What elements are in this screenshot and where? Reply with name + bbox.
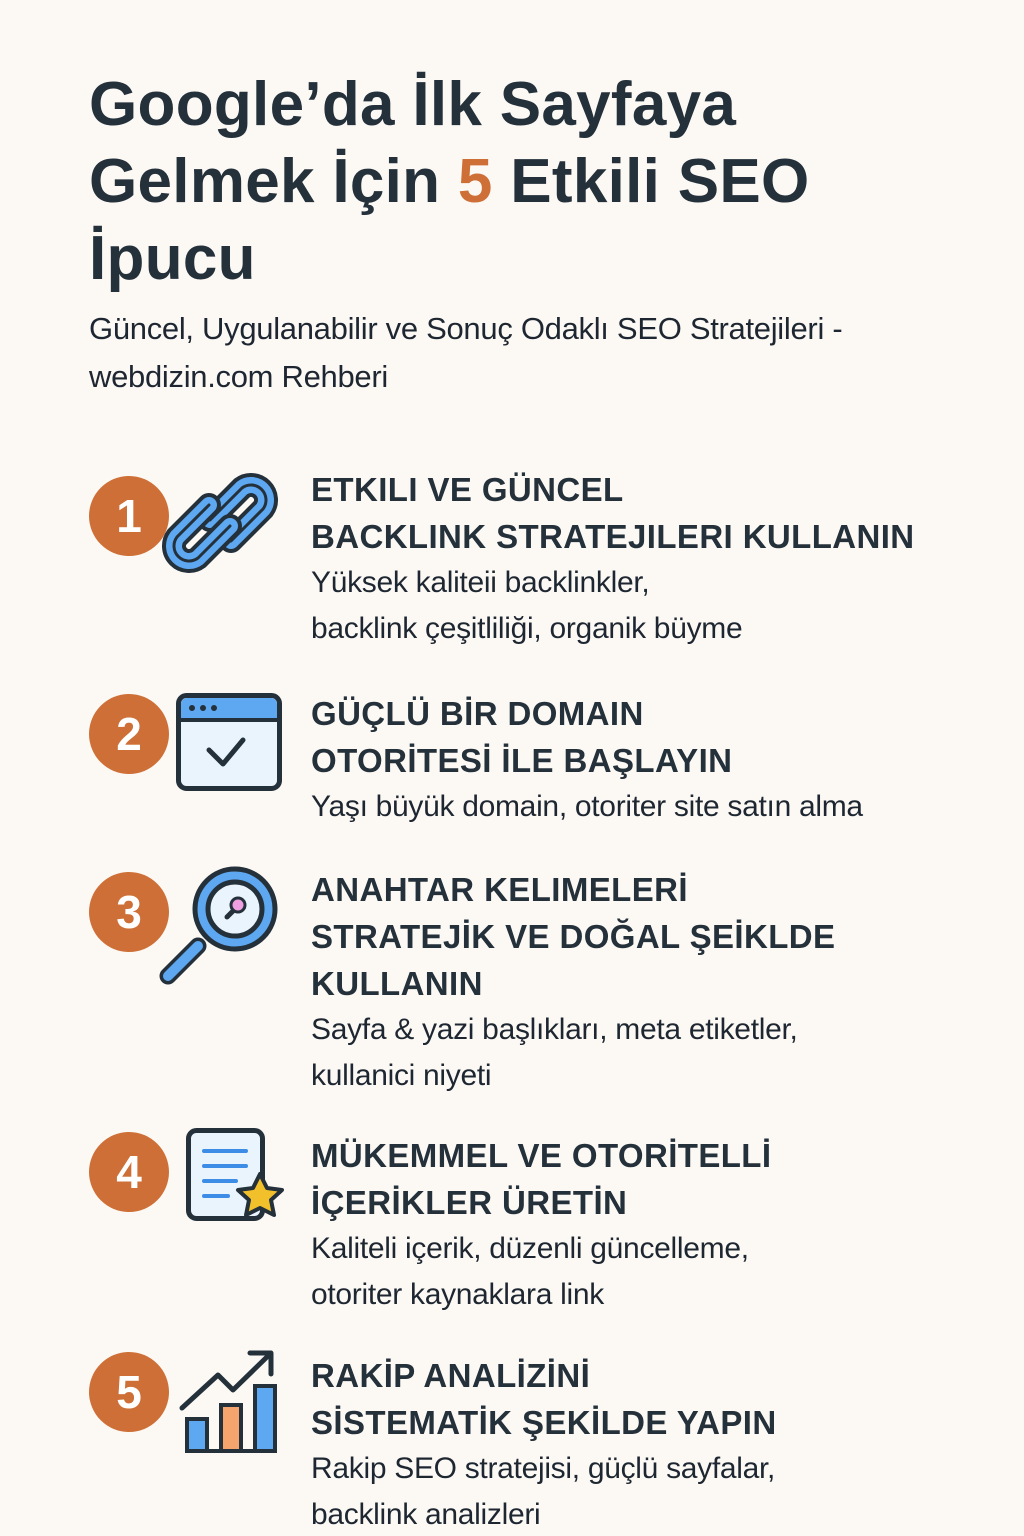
desc-line: Yaşı büyük domain, otoriter site satın alma	[311, 790, 863, 823]
browser-check-icon	[176, 693, 282, 796]
number-badge: 1	[89, 476, 169, 556]
desc-line: kullanici niyeti	[311, 1059, 492, 1092]
desc-line: Kaliteli içerik, düzenli güncelleme,	[311, 1232, 749, 1265]
tip-description	[311, 1446, 1001, 1536]
heading-line: MÜKEMMEL VE OTORİTELLİ	[311, 1137, 772, 1174]
heading-line: ETKILI VE GÜNCEL	[311, 471, 624, 508]
heading-line: GÜÇLÜ BİR DOMAIN	[311, 695, 644, 732]
desc-line: backlink analizleri	[311, 1498, 541, 1531]
heading-line: OTORİTESİ İLE BAŞLAYIN	[311, 742, 733, 779]
document-star-icon	[186, 1128, 290, 1229]
growth-chart-icon	[178, 1348, 278, 1463]
heading-line: KULLANIN	[311, 965, 483, 1002]
tip-text	[311, 690, 1001, 830]
tip-text	[311, 1132, 1001, 1318]
desc-line: Yüksek kaliteii backlinkler,	[311, 566, 650, 599]
tip-description	[311, 1007, 1001, 1099]
heading-line: RAKİP ANALİZİNİ	[311, 1357, 591, 1394]
title-text-end: Etkili SEO İpucu	[89, 147, 810, 293]
number-badge: 4	[89, 1132, 169, 1212]
heading-line: ANAHTAR KELIMELERİ	[311, 871, 688, 908]
title-text-start: Google’da İlk Sayfaya Gelmek İçin	[89, 70, 737, 216]
tip-text	[311, 466, 1001, 652]
title-number-highlight: 5	[457, 147, 493, 216]
page-title	[89, 66, 949, 297]
number-badge: 3	[89, 872, 169, 952]
tip-heading	[311, 690, 1001, 784]
tip-description	[311, 560, 1001, 652]
tip-heading	[311, 866, 1001, 1007]
number-badge: 5	[89, 1352, 169, 1432]
magnifier-icon	[158, 864, 282, 993]
desc-line: backlink çeşitliliği, organik büyme	[311, 612, 743, 645]
tip-text	[311, 1352, 1001, 1536]
tip-text	[311, 866, 1001, 1099]
tip-description	[311, 784, 1001, 830]
heading-line: STRATEJİK VE DOĞAL ŞEİKLDE	[311, 918, 836, 955]
page-subtitle: Güncel, Uygulanabilir ve Sonuç Odaklı SEO Stratejileri - webdizin.com Rehberi	[89, 311, 843, 394]
tip-description	[311, 1226, 1001, 1318]
heading-line: BACKLINK STRATEJILERI KULLANIN	[311, 518, 915, 555]
tip-heading	[311, 1132, 1001, 1226]
desc-line: Rakip SEO stratejisi, güçlü sayfalar,	[311, 1452, 776, 1485]
desc-line: otoriter kaynaklara link	[311, 1278, 604, 1311]
number-badge: 2	[89, 694, 169, 774]
tip-heading	[311, 1352, 1001, 1446]
heading-line: SİSTEMATİK ŞEKİLDE YAPIN	[311, 1404, 777, 1441]
heading-line: İÇERİKLER ÜRETİN	[311, 1184, 628, 1221]
link-chain-icon	[160, 462, 280, 589]
tip-heading	[311, 466, 1001, 560]
desc-line: Sayfa & yazi başlıkları, meta etiketler,	[311, 1013, 798, 1046]
